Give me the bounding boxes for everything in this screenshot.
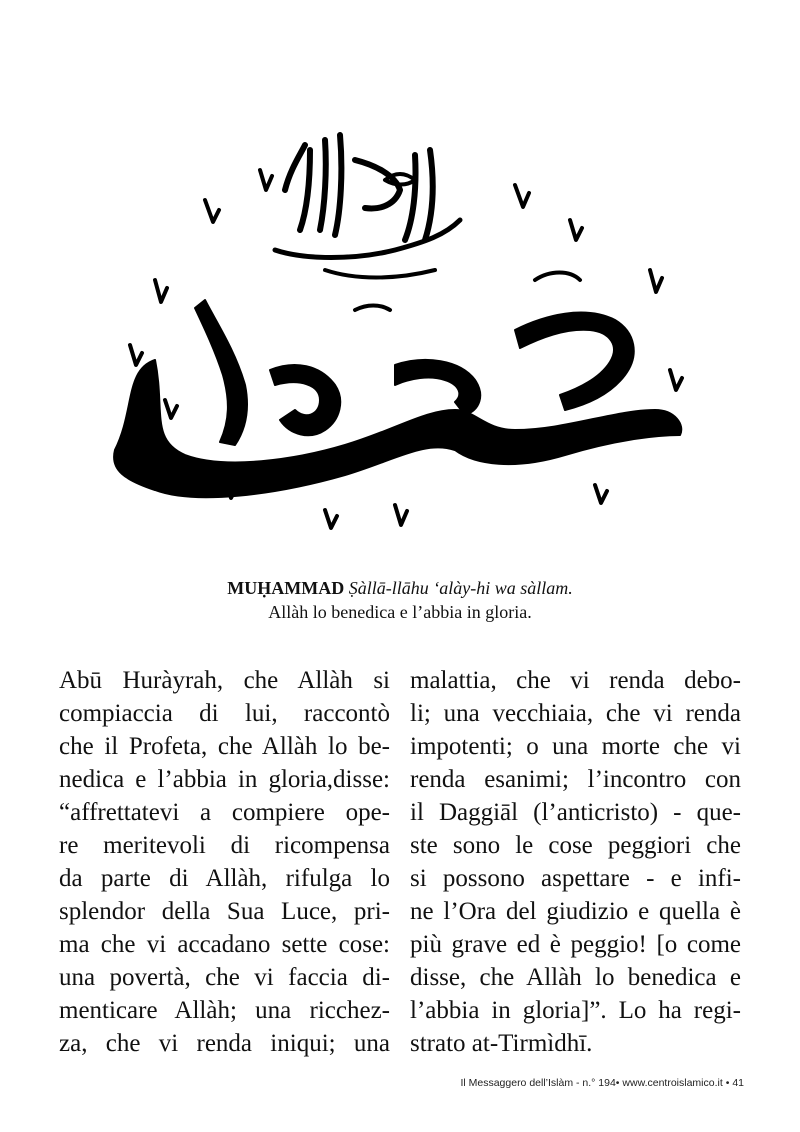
caption-translation: Allàh lo benedica e l’abbia in gloria. — [268, 602, 532, 622]
footer-magazine: Il Messaggero dell’Islàm - n.° 194• — [460, 1077, 620, 1089]
body-line: da parte di Allàh, rifulga lo — [59, 865, 390, 892]
caption-blessing: Ṣàllā-llāhu ‘alày-hi wa sàllam. — [348, 578, 573, 598]
body-line: renda esanimi; l’incontro con — [410, 766, 741, 793]
body-line: una povertà, che vi faccia di- — [59, 964, 390, 991]
body-column-right — [410, 664, 741, 1060]
body-line: strato at-Tirmìdhī. — [410, 1030, 593, 1057]
page-footer — [460, 1077, 744, 1089]
body-line: che il Profeta, che Allàh lo be- — [59, 733, 390, 760]
body-line: za, che vi renda iniqui; una — [59, 1030, 390, 1057]
footer-separator: • — [725, 1077, 730, 1089]
body-line: ne l’Ora del giudizio e quella è — [410, 898, 741, 925]
body-line: il Daggiāl (l’anticristo) - que- — [410, 799, 741, 826]
body-line: malattia, che vi renda debo- — [410, 667, 741, 694]
body-line: ste sono le cose peggiori che — [410, 832, 741, 859]
body-line: splendor della Sua Luce, pri- — [59, 898, 390, 925]
footer-website: www.centroislamico.it — [622, 1077, 723, 1089]
body-line: nedica e l’abbia in gloria,disse: — [59, 766, 390, 793]
body-line: “affrettatevi a compiere ope- — [59, 799, 390, 826]
page-number: 41 — [732, 1077, 744, 1089]
caption-name: MUḤAMMAD — [227, 578, 345, 598]
body-line: più grave ed è peggio! [o come — [410, 931, 741, 958]
body-line: disse, che Allàh lo benedica e — [410, 964, 741, 991]
body-column-left — [59, 664, 390, 1060]
body-line: li; una vecchiaia, che vi renda — [410, 700, 741, 727]
body-line: menticare Allàh; una ricchez- — [59, 997, 390, 1024]
caption-title — [0, 576, 800, 600]
body-line: l’abbia in gloria]”. Lo ha regi- — [410, 997, 741, 1024]
body-line: impotenti; o una morte che vi — [410, 733, 741, 760]
body-line: re meritevoli di ricompensa — [59, 832, 390, 859]
body-line: si possono aspettare - e infi- — [410, 865, 741, 892]
body-line: Abū Huràyrah, che Allàh si — [59, 667, 390, 694]
body-line: ma che vi accadano sette cose: — [59, 931, 390, 958]
body-line: compiaccia di lui, raccontò — [59, 700, 390, 727]
muhammad-calligraphy-image — [95, 110, 695, 540]
